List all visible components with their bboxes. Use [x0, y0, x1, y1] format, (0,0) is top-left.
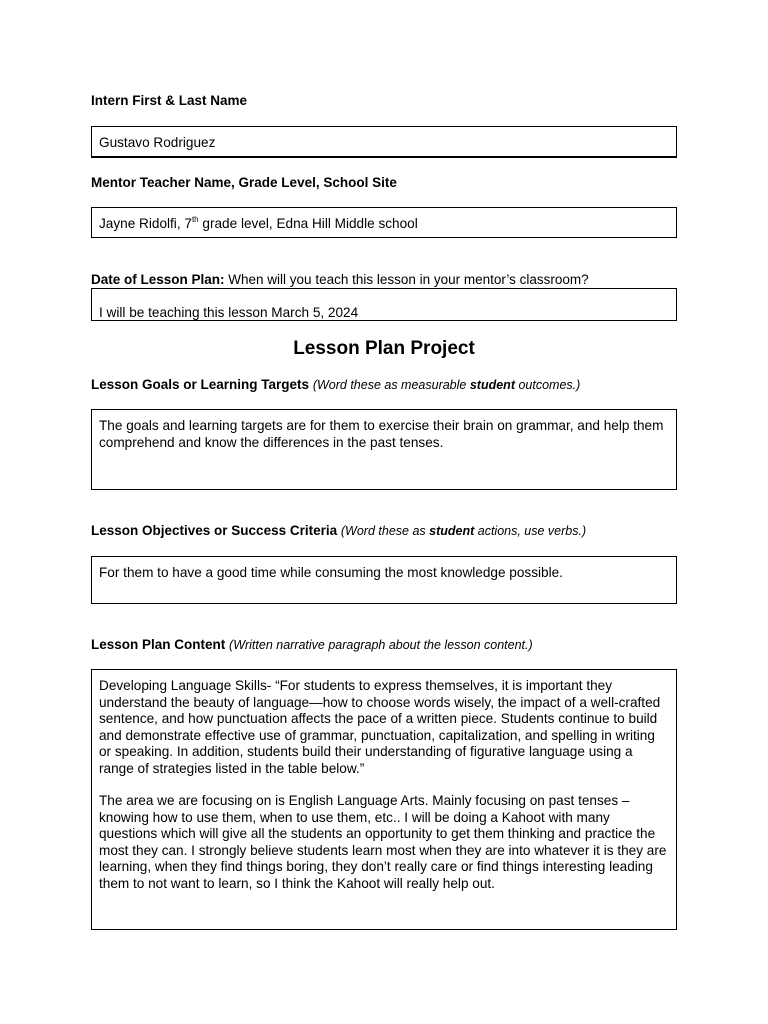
content-paragraph-1: Developing Language Skills- “For students to express themselves, it is important they understand the beauty of language—how to choose words wisely, the impact of a well-crafted sentence, and how punctuation affects the pace of a written piece. Students continue to build and demonstrate effective use of grammar, punctuation, capitalization, and spelling in writing or speaking. In addition, students build their understanding of figurative language using a range of strategies listed in the table below.”: [99, 678, 661, 776]
content-field[interactable]: [91, 669, 677, 930]
objectives-label-bold: Lesson Objectives or Success Criteria: [91, 523, 338, 538]
mentor-info-field[interactable]: [91, 207, 677, 238]
goals-value: The goals and learning targets are for them to exercise their brain on grammar, and help them comprehend and know the differences in the past tenses.: [99, 418, 664, 450]
goals-note: (Word these as measurable student outcomes.): [312, 378, 581, 392]
lesson-date-label-bold: Date of Lesson Plan:: [91, 272, 225, 287]
objectives-label: [91, 523, 586, 539]
mentor-value-suffix: grade level, Edna Hill Middle school: [198, 216, 418, 231]
goals-field[interactable]: [91, 409, 677, 490]
content-note: (Written narrative paragraph about the lesson content.): [229, 638, 533, 652]
content-paragraph-2: The area we are focusing on is English Language Arts. Mainly focusing on past tenses – knowing how to use them, when to use them, etc.. I will be doing a Kahoot with many questions which will give all the students an opportunity to get them thinking and practice the most they can. I strongly believe students learn most when they are into whatever it is they are learning, when they find things boring, they don’t really care or find things interesting leading them to not want to learn, so I think the Kahoot will really help out.: [99, 793, 667, 891]
lesson-date-label: [91, 272, 589, 288]
goals-label-bold: Lesson Goals or Learning Targets: [91, 377, 310, 392]
mentor-info-value: [99, 216, 670, 233]
lesson-date-prompt: When will you teach this lesson in your mentor’s classroom?: [224, 272, 589, 287]
objectives-note: (Word these as student actions, use verbs.): [340, 524, 587, 538]
content-text: [99, 678, 670, 892]
objectives-value: For them to have a good time while consuming the most knowledge possible.: [99, 565, 563, 580]
objectives-field[interactable]: [91, 556, 677, 604]
mentor-info-label: Mentor Teacher Name, Grade Level, School Site: [91, 175, 397, 190]
lesson-date-field[interactable]: [91, 288, 677, 321]
mentor-value-prefix: Jayne Ridolfi, 7: [99, 216, 192, 231]
content-label: [91, 637, 533, 653]
lesson-date-value: I will be teaching this lesson March 5, 2024: [99, 305, 359, 320]
goals-label: [91, 377, 580, 393]
intern-name-value: Gustavo Rodriguez: [99, 135, 216, 150]
content-label-bold: Lesson Plan Content: [91, 637, 226, 652]
intern-name-label: Intern First & Last Name: [91, 93, 248, 108]
page-title: Lesson Plan Project: [293, 338, 475, 359]
intern-name-field[interactable]: [91, 126, 677, 158]
mentor-value-superscript: th: [191, 215, 199, 224]
